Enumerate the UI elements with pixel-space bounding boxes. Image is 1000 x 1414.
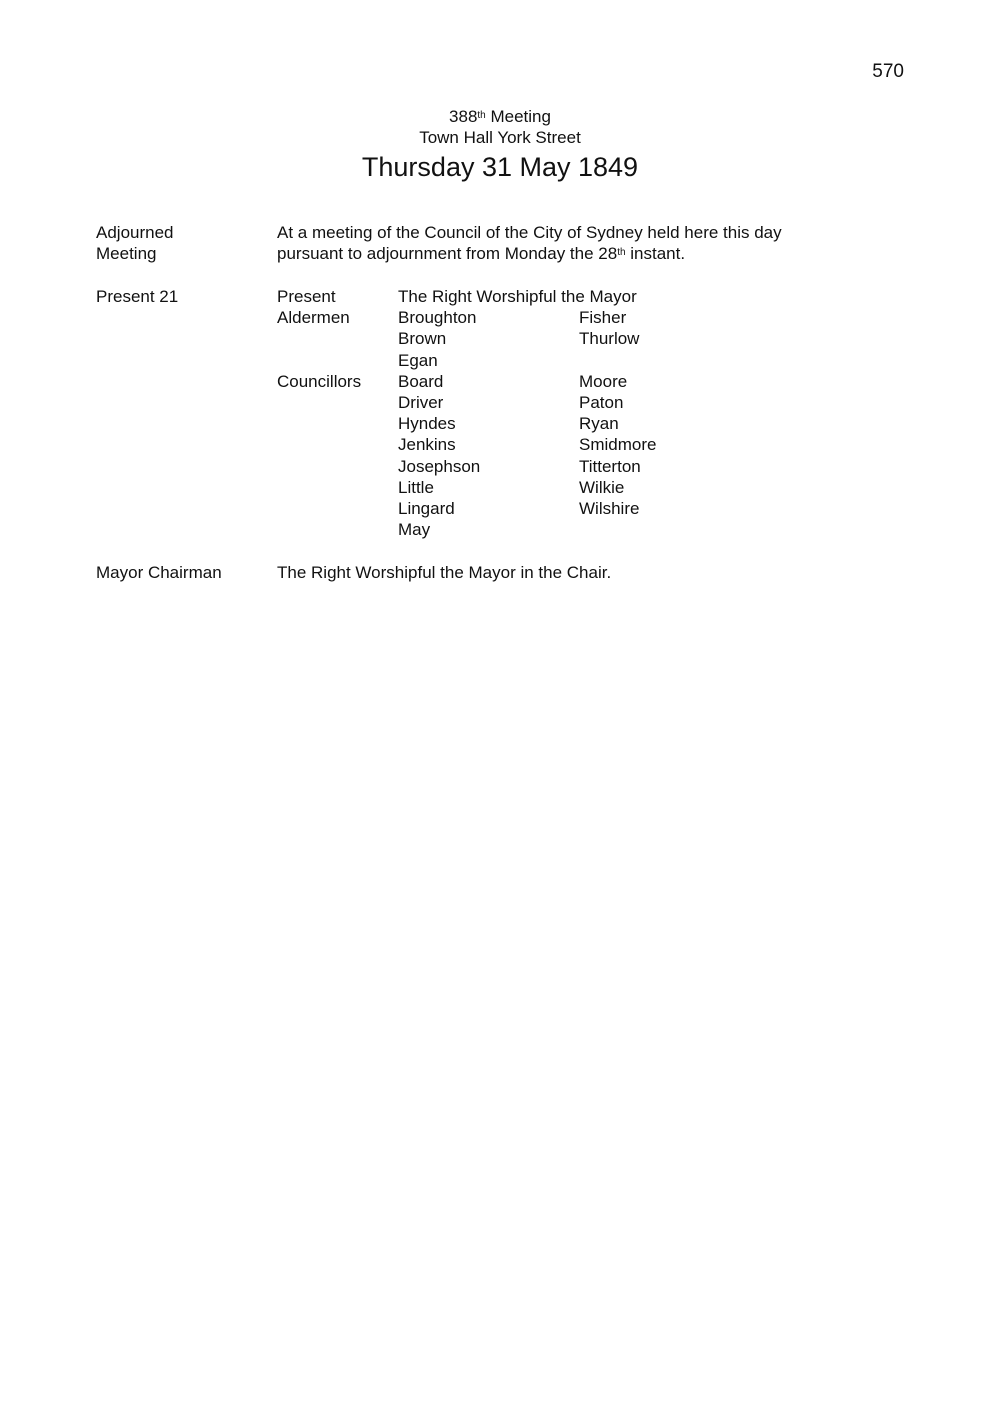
councillors-row (0, 434, 1000, 455)
meeting-date: Thursday 31 May 1849 (361, 152, 639, 182)
meeting-header (0, 106, 1000, 184)
adjourned-text (277, 222, 917, 264)
councillors-row (0, 413, 1000, 434)
councillor-name: Hyndes (398, 414, 456, 434)
councillor-name: Ryan (579, 414, 619, 434)
aldermen-row (0, 307, 1000, 328)
councillor-name: Lingard (398, 498, 455, 518)
chairman-margin-note: Mayor Chairman (96, 563, 222, 582)
councillor-name: Jenkins (398, 435, 456, 455)
adjourned-text-line1: At a meeting of the Council of the City of Sydney held here this day (277, 223, 782, 242)
councillor-name: Board (398, 371, 444, 391)
present-value: The Right Worshipful the Mayor (398, 287, 637, 306)
councillors-row (0, 498, 1000, 519)
councillor-name: Titterton (579, 456, 641, 476)
councillor-name: Josephson (398, 456, 481, 476)
adjourned-text-line2-after: instant. (625, 244, 686, 263)
alderman-name: Thurlow (579, 329, 640, 349)
adjourned-text-line2-before: pursuant to adjournment from Monday the 28 (277, 244, 618, 263)
councillors-row (0, 477, 1000, 498)
aldermen-row (0, 350, 1000, 371)
meeting-number-line (0, 106, 1000, 127)
councillors-row (0, 456, 1000, 477)
aldermen-row (0, 328, 1000, 349)
meeting-number-suffix: th (477, 110, 486, 121)
councillor-name: Paton (579, 392, 624, 412)
councillor-name: Wilkie (579, 477, 625, 497)
meeting-number: 388 (449, 107, 478, 126)
councillors-label: Councillors (277, 371, 362, 391)
chairman-text: The Right Worshipful the Mayor in the Chair. (277, 563, 612, 582)
attendance-section (0, 286, 1000, 540)
adjourned-margin-note (96, 222, 266, 264)
aldermen-label: Aldermen (277, 308, 350, 328)
adjourned-margin-line2: Meeting (96, 244, 157, 263)
alderman-name: Egan (398, 350, 438, 370)
adjourned-text-line2-sup: th (617, 247, 626, 258)
councillors-row (0, 371, 1000, 392)
present-row (0, 286, 1000, 307)
councillor-name: Wilshire (579, 498, 640, 518)
alderman-name: Broughton (398, 308, 477, 328)
page-number: 570 (872, 61, 904, 82)
councillors-row (0, 519, 1000, 540)
alderman-name: Brown (398, 329, 447, 349)
meeting-word: Meeting (485, 107, 551, 126)
councillor-name: Little (398, 477, 434, 497)
present-margin-note: Present 21 (96, 287, 179, 306)
adjourned-margin-line1: Adjourned (96, 223, 174, 242)
councillor-name: Driver (398, 392, 444, 412)
meeting-location: Town Hall York Street (419, 128, 581, 147)
councillors-row (0, 392, 1000, 413)
present-label: Present (277, 287, 336, 306)
alderman-name: Fisher (579, 308, 627, 328)
adjourned-text-line2 (277, 243, 917, 264)
councillor-name: Smidmore (579, 435, 657, 455)
councillor-name: May (398, 520, 431, 540)
councillor-name: Moore (579, 371, 628, 391)
